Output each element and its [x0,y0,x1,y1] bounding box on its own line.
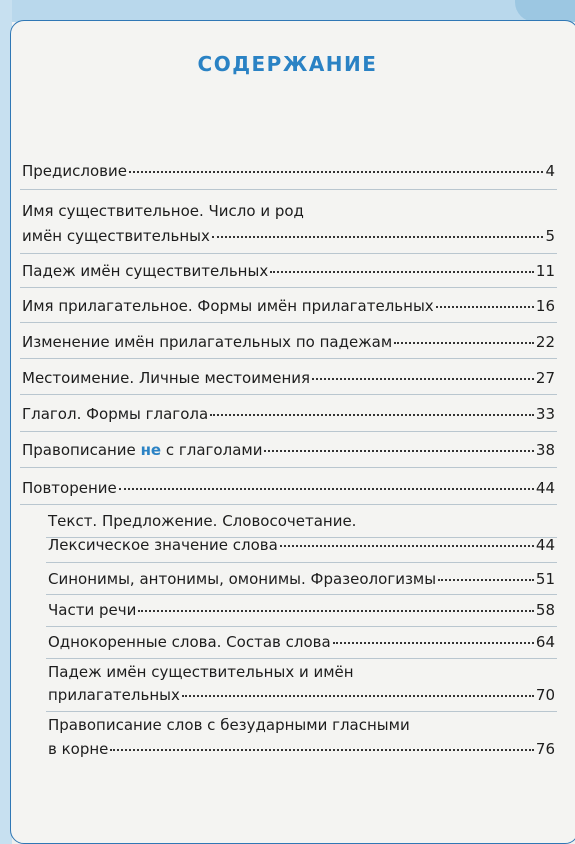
toc-page-number: 44 [535,536,555,554]
toc-page-number: 5 [545,227,555,245]
toc-page-number: 58 [535,601,555,619]
divider [20,467,557,468]
corner-decoration [515,0,575,22]
toc-page-number: 51 [535,570,555,588]
toc-subentry-lexical[interactable] [48,536,555,554]
toc-subentry-vowels-line1[interactable] [48,716,555,734]
toc-page-number: 27 [535,369,555,387]
toc-entry-text: Повторение [22,479,117,497]
leader-dots [394,342,534,344]
leader-dots [270,271,534,273]
leader-dots [212,236,544,238]
toc-entry-text: Части речи [48,601,137,619]
toc-page-number: 4 [545,162,555,180]
text-part: Правописание [22,441,141,459]
toc-entry-text: имён существительных [22,227,210,245]
toc-entry-text: Правописание слов с безударными гласными [48,716,410,734]
toc-entry-noun-line1[interactable] [22,202,555,220]
toc-entry-text: Имя прилагательное. Формы имён прилагательных [22,297,434,315]
toc-entry-text: Однокоренные слова. Состав слова [48,633,331,651]
toc-entry-noun-case[interactable] [22,262,555,280]
toc-page-number: 44 [535,479,555,497]
toc-subentry-case-line1[interactable] [48,663,555,681]
toc-entry-text: Падеж имён существительных [22,262,269,280]
toc-entry-ne-with-verbs[interactable] [22,441,555,459]
toc-page-number: 22 [535,333,555,351]
toc-entry-review[interactable] [22,479,555,497]
toc-entry-text: Падеж имён существительных и имён [48,663,354,681]
toc-page-number: 33 [535,405,555,423]
leader-dots [312,378,534,380]
leader-dots [264,450,533,452]
divider [46,658,557,659]
toc-page-number: 64 [535,633,555,651]
leader-dots [119,488,534,490]
divider [20,504,557,505]
divider [46,562,557,563]
toc-entry-text: Глагол. Формы глагола [22,405,209,423]
toc-entry-text: в корне [48,740,109,758]
divider [20,431,557,432]
leader-dots [280,545,534,547]
toc-entry-preface[interactable] [22,162,555,180]
leader-dots [129,171,543,173]
toc-subentry-synonyms[interactable] [48,570,555,588]
toc-entry-noun[interactable] [22,227,555,245]
toc-entry-text: прилагательных [48,686,180,704]
divider [46,711,557,712]
divider [20,394,557,395]
toc-page-number: 38 [535,441,555,459]
toc-page-number: 16 [535,297,555,315]
toc-subentry-root-words[interactable] [48,633,555,651]
toc-entry-text: Синонимы, антонимы, омонимы. Фразеологизмы [48,570,437,588]
toc-entry-text [22,441,262,459]
divider [20,358,557,359]
divider [20,287,557,288]
divider [46,626,557,627]
toc-entry-text: Изменение имён прилагательных по падежам [22,333,393,351]
divider [20,322,557,323]
leader-dots [438,579,534,581]
highlighted-word: не [140,441,162,459]
toc-page-number: 70 [535,686,555,704]
toc-entry-verb[interactable] [22,405,555,423]
toc-entry-text: Текст. Предложение. Словосочетание. [48,512,357,530]
leader-dots [436,306,534,308]
toc-entry-text: Лексическое значение слова [48,536,278,554]
leader-dots [210,414,534,416]
leader-dots [110,749,534,751]
toc-page-number: 11 [535,262,555,280]
divider [20,253,557,254]
text-part: с глаголами [161,441,263,459]
toc-entry-adjective-case[interactable] [22,333,555,351]
toc-subentry-case[interactable] [48,686,555,704]
divider [46,594,557,595]
toc-entry-text: Имя существительное. Число и род [22,202,304,220]
leader-dots [182,695,534,697]
toc-entry-pronoun[interactable] [22,369,555,387]
toc-subentry-vowels[interactable] [48,740,555,758]
toc-subentry-text-sentence[interactable] [48,512,555,530]
toc-entry-adjective[interactable] [22,297,555,315]
leader-dots [138,610,534,612]
leader-dots [333,642,534,644]
divider [20,189,557,190]
page-top-border [0,0,575,22]
toc-entry-text: Местоимение. Личные местоимения [22,369,311,387]
page-title: СОДЕРЖАНИЕ [197,52,378,76]
toc-subentry-parts-of-speech[interactable] [48,601,555,619]
toc-entry-text: Предисловие [22,162,127,180]
toc-page-number: 76 [535,740,555,758]
